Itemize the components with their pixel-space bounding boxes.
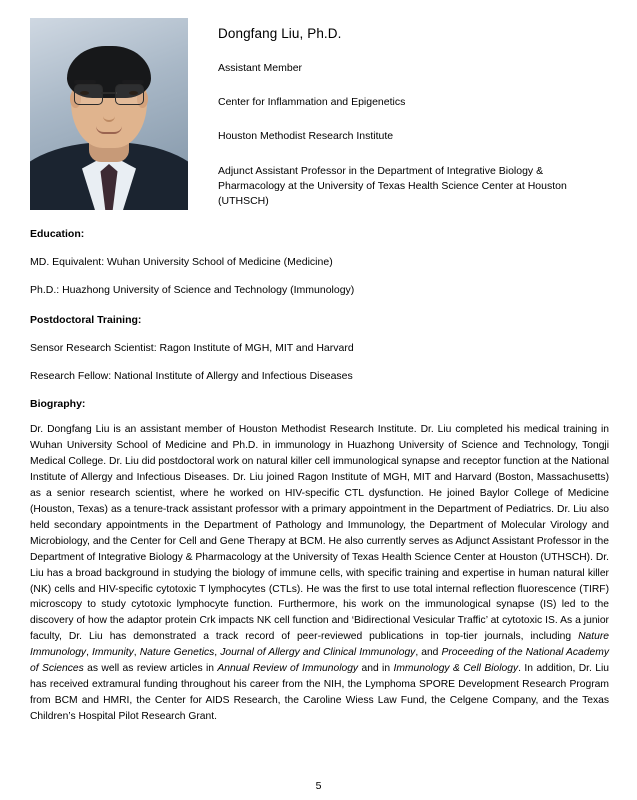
page-title: Dongfang Liu, Ph.D. (218, 26, 342, 41)
profile-adjunct-appointment: Adjunct Assistant Professor in the Department of Integrative Biology & Pharmacology at the University of Texas Health Science Center at Houston (UTHSCH) (218, 164, 567, 207)
photo-lens-right (115, 84, 144, 105)
education-item: MD. Equivalent: Wuhan University School of Medicine (Medicine) (30, 256, 333, 268)
photo-lens-left (74, 84, 103, 105)
profile-role: Assistant Member (218, 62, 303, 74)
profile-header (30, 16, 609, 210)
journal-name: Journal of Allergy and Clinical Immunology (220, 647, 416, 659)
separator: , (86, 647, 92, 659)
separator: , (214, 647, 221, 659)
profile-center: Center for Inflammation and Epigenetics (218, 96, 406, 109)
separator: , and (415, 647, 442, 659)
portrait-photo (30, 18, 188, 210)
photo-nose (103, 106, 115, 122)
profile-title-block (190, 16, 609, 209)
postdoctoral-heading: Postdoctoral Training: (30, 314, 142, 326)
education-heading: Education: (30, 228, 85, 240)
biography-text-part-2: . In addition, Dr. Liu has received extramural funding throughout his career from the NIH, the Lymphoma SPORE Development Research Program from BCM and HMRI, the Center for AIDS Research, the Caroline Wiess Law Fund, the Celgene Company, and the Texas Children’s Hospital Pilot Research Grant. (30, 663, 609, 723)
biography-text-middle: as well as review articles in (83, 663, 218, 675)
photo-eye-right (129, 91, 138, 95)
journal-name: Nature Genetics (139, 647, 215, 659)
separator: , (133, 647, 140, 659)
journal-name: Immunity (92, 647, 134, 659)
education-item: Ph.D.: Huazhong University of Science and Technology (Immunology) (30, 284, 355, 296)
portrait-container (30, 16, 190, 210)
profile-institute: Houston Methodist Research Institute (218, 130, 394, 143)
biography-paragraph (30, 422, 609, 725)
biography-text-middle-2: and in (358, 663, 394, 675)
postdoctoral-item: Sensor Research Scientist: Ragon Institute of MGH, MIT and Harvard (30, 342, 354, 354)
biography-heading: Biography: (30, 398, 86, 410)
journal-name: Proceeding of the National Academy of Sciences (30, 647, 609, 675)
photo-mouth (96, 126, 122, 134)
education-section (30, 228, 609, 296)
journal-name: Annual Review of Immunology (217, 663, 359, 675)
biography-text-part-1: Dr. Dongfang Liu is an assistant member of Houston Methodist Research Institute. Dr. Liu completed his medical training in Wuhan University School of Medicine and Ph.D. in immunology in Huazhong University of Science and Technology, Tongji Medical College. Dr. Liu did postdoctoral work on natural killer cell immunological synapse and receptor function at the National Institute of Allergy and Infectious Diseases. Dr. Liu joined Ragon Institute of MGH, MIT and Harvard (Boston, Massachusetts) as a senior research scientist, where he worked on HIV-specific CTL dysfunction. He joined Baylor College of Medicine (Houston, Texas) as a tenure-track assistant professor with a primary appointment in the Department of Pediatrics. Dr. Liu also held secondary appointments in the Department of Pathology and Immunology, the Department of Molecular Virology and Microbiology, and the Center for Cell and Gene Therapy at BCM. He also currently serves as Adjunct Assistant Professor in the Department of Integrative Biology & Pharmacology at the University of Texas Health Science Center at Houston (UTHSCH). Dr. Liu has a broad background in studying the biology of immune cells, with specific training and expertise in human natural killer (NK) cells and HIV-specific cytotoxic T lymphocytes (CTLs). He was the first to use total internal reflection fluorescence (TIRF) microscopy to study cytotoxic lymphocyte function. Furthermore, his work on the immunological synapse (IS) led to the discovery of how the adaptor protein Crk impacts NK cell function and ‘Bidirectional Vesicular Traffic’ at cytotoxic IS. As a junior faculty, Dr. Liu has demonstrated a track record of peer-reviewed publications in top-tier journals, including (30, 424, 609, 643)
journal-name: Nature Immunology (30, 631, 609, 659)
postdoctoral-item: Research Fellow: National Institute of Allergy and Infectious Diseases (30, 370, 353, 382)
postdoctoral-training-section (30, 314, 609, 382)
biography-section (30, 398, 609, 725)
page-number: 5 (315, 780, 322, 792)
photo-eye-left (80, 91, 89, 95)
journal-name: Immunology & Cell Biology (393, 663, 519, 675)
